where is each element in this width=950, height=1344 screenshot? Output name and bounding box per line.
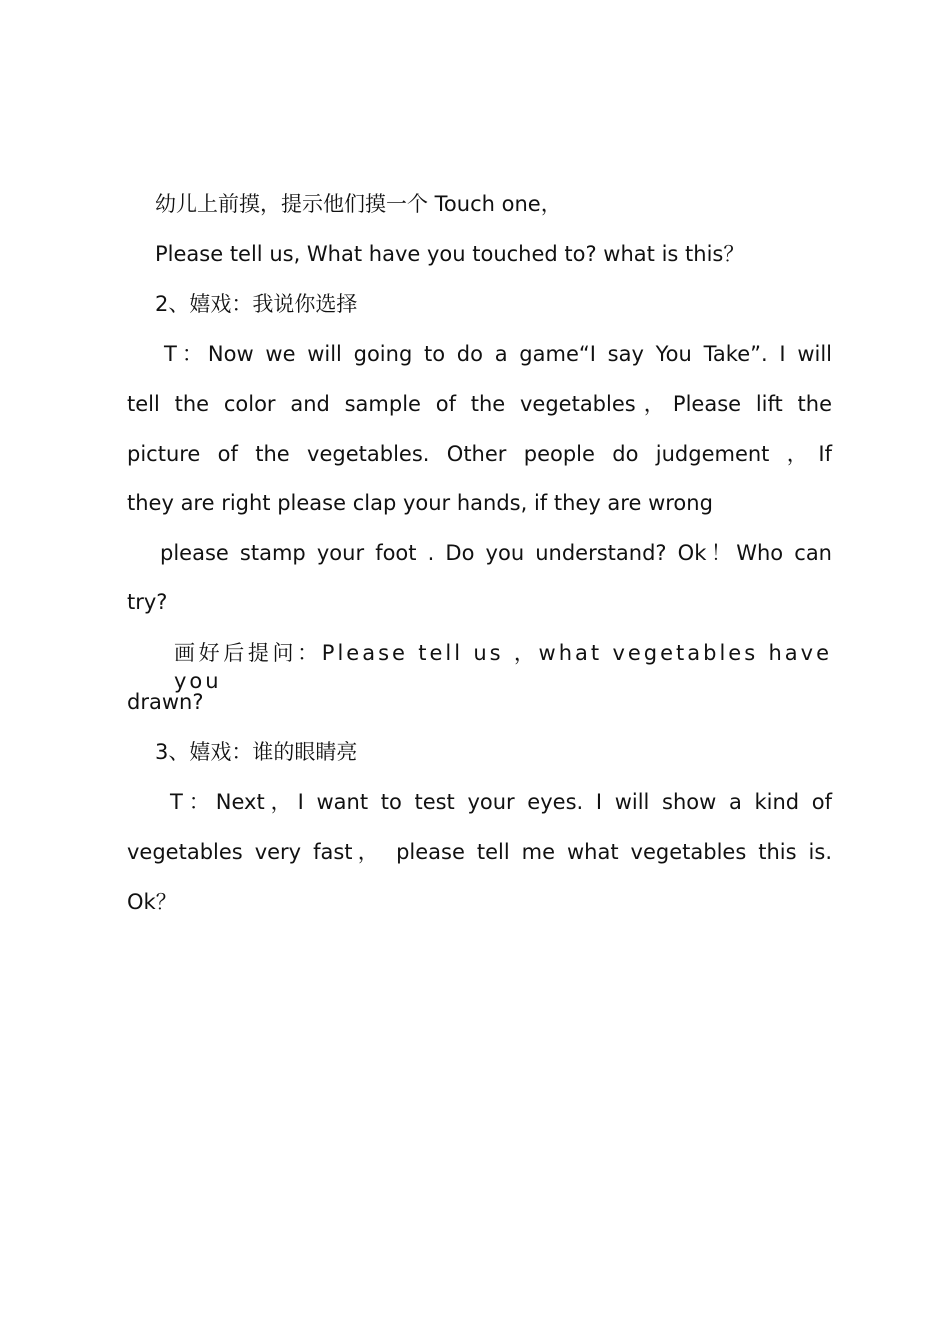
paragraph-touch-one: 幼儿上前摸，提示他们摸一个 Touch one，: [155, 192, 562, 216]
paragraph-please-tell-us: Please tell us, What have you touched to? what is this？: [155, 242, 745, 266]
paragraph-test-eyes-line-3: Ok？: [127, 890, 177, 914]
paragraph-game-intro-line-2: tell the color and sample of the vegetables，Please lift the: [127, 392, 832, 416]
paragraph-test-eyes-line-1: T：Next，I want to test your eyes. I will show a kind of: [170, 790, 832, 814]
paragraph-drawn-question-line-1: 画好后提问：Please tell us ，what vegetables have you: [174, 641, 832, 693]
paragraph-game-intro-line-4: they are right please clap your hands, if they are wrong: [127, 491, 713, 515]
section-heading-game-3: 3、嬉戏：谁的眼睛亮: [155, 740, 358, 764]
paragraph-game-intro-line-1: T：Now we will going to do a game“I say You Take”. I will: [164, 342, 832, 366]
paragraph-game-intro-line-3: picture of the vegetables. Other people do judgement ，If: [127, 442, 832, 466]
paragraph-stamp-foot-line-1: please stamp your foot . Do you understand? Ok！Who can: [160, 541, 832, 565]
section-heading-game-2: 2、嬉戏：我说你选择: [155, 292, 358, 316]
paragraph-test-eyes-line-2: vegetables very fast， please tell me what vegetables this is.: [127, 840, 832, 864]
paragraph-stamp-foot-line-2: try?: [127, 590, 168, 614]
paragraph-drawn-question-line-2: drawn?: [127, 690, 204, 714]
